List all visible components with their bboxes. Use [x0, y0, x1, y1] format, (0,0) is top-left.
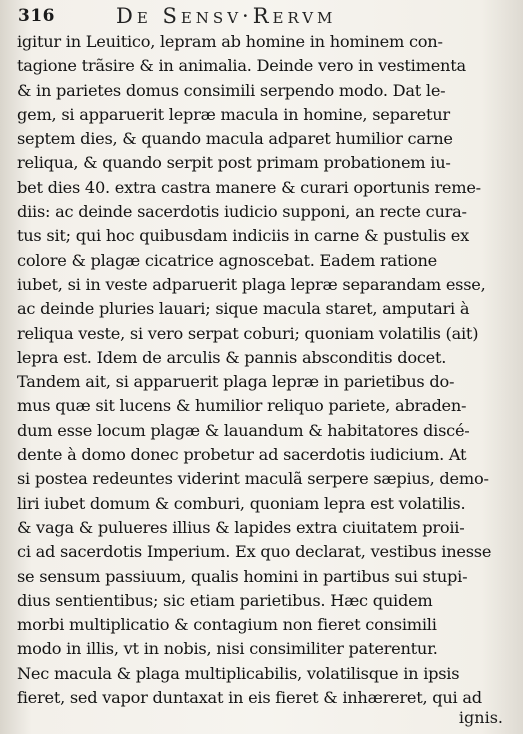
text-line: liri iubet domum & comburi, quoniam lepra est volatilis. [17, 493, 466, 513]
text-line: tus sit; qui hoc quibusdam indiciis in carne & pustulis ex [17, 226, 469, 246]
text-line: bet dies 40. extra castra manere & curari oportunis reme- [17, 177, 481, 197]
text-line: mus quæ sit lucens & humilior reliquo pariete, abraden- [17, 396, 467, 416]
text-line: diis: ac deinde sacerdotis iudicio supponi, an recte cura- [17, 202, 467, 222]
text-line: se sensum passiuum, qualis homini in partibus sui stupi- [17, 566, 468, 586]
page-number: 316 [18, 6, 55, 26]
text-line: gem, si apparuerit lepræ macula in homine, separetur [17, 104, 450, 124]
text-line: & in parietes domus consimili serpendo modo. Dat le- [17, 80, 446, 100]
text-line: dente à domo donec probetur ad sacerdotis iudicium. At [17, 445, 467, 465]
text-line: tagione trãsire & in animalia. Deinde vero in vestimenta [17, 56, 466, 76]
text-line: Tandem ait, si apparuerit plaga lepræ in parietibus do- [17, 372, 455, 392]
text-line: colore & plagæ cicatrice agnoscebat. Eadem ratione [17, 250, 438, 270]
text-line: fieret, sed vapor duntaxat in eis fieret & inhæreret, qui ad [17, 688, 482, 708]
running-head: De Sensv·Rervm [116, 4, 337, 28]
text-line: si postea redeuntes viderint maculã serpere sæpius, demo- [17, 469, 489, 489]
text-line: morbi multiplicatio & contagium non fieret consimili [17, 615, 437, 635]
catchword: ignis. [458, 708, 503, 727]
text-line: dum esse locum plagæ & lauandum & habitatores discé- [17, 420, 470, 440]
text-line: igitur in Leuitico, lepram ab homine in hominem con- [17, 32, 443, 51]
text-line: reliqua, & quando serpit post primam probationem iu- [17, 153, 451, 173]
body-text [17, 30, 507, 710]
text-line: & vaga & pulueres illius & lapides extra ciuitatem proii- [17, 517, 465, 537]
text-line: ci ad sacerdotis Imperium. Ex quo declarat, vestibus inesse [17, 542, 492, 562]
page-header [18, 2, 508, 28]
text-line: reliqua veste, si vero serpat coburi; quoniam volatilis (ait) [17, 323, 479, 343]
text-line: lepra est. Idem de arculis & pannis absconditis docet. [17, 347, 447, 367]
text-line: modo in illis, vt in nobis, nisi consimiliter paterentur. [17, 639, 438, 659]
text-line: ac deinde pluries lauari; sique macula staret, amputari à [17, 299, 470, 319]
text-line: Nec macula & plaga multiplicabilis, volatilisque in ipsis [17, 663, 460, 683]
text-line: dius sentientibus; sic etiam parietibus. Hæc quidem [17, 590, 433, 610]
text-line: iubet, si in veste adparuerit plaga lepræ separandam esse, [17, 274, 486, 294]
text-line: septem dies, & quando macula adparet humilior carne [17, 129, 453, 149]
